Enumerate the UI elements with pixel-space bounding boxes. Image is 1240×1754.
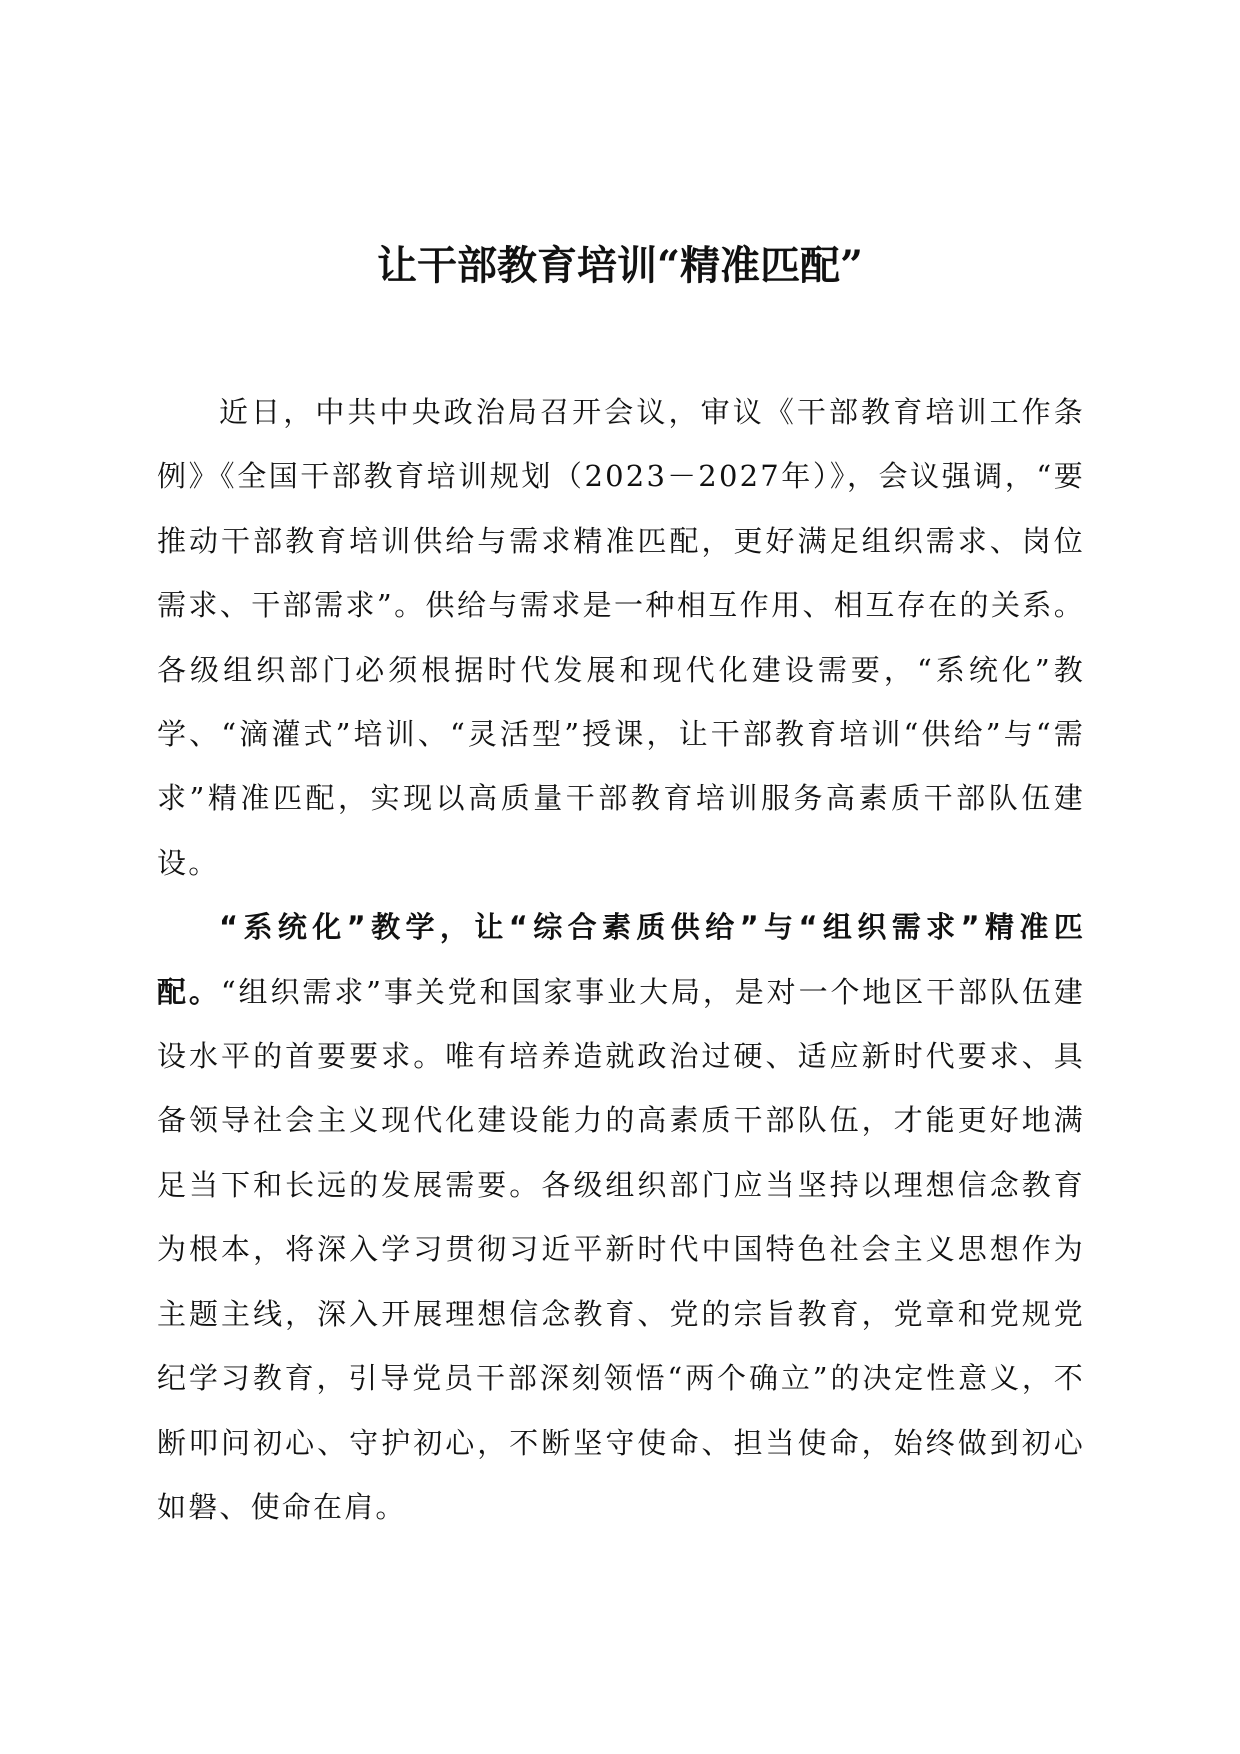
page-title: 让干部教育培训“精准匹配” [376,242,863,289]
paragraph-systematic-teaching [157,895,1085,1539]
paragraph-text: “组织需求”事关党和国家事业大局，是对一个地区干部队伍建设水平的首要要求。唯有培养造就政治过硬、适应新时代要求、具备领导社会主义现代化建设能力的高素质干部队伍，才能更好地满足当下和长远的发展需要。各级组织部门应当坚持以理想信念教育为根本，将深入学习贯彻习近平新时代中国特色社会主义思想作为主题主线，深入开展理想信念教育、党的宗旨教育，党章和党规党纪学习教育，引导党员干部深刻领悟“两个确立”的决定性意义，不断叩问初心、守护初心，不断坚守使命、担当使命，始终做到初心如磐、使命在肩。 [157,974,1085,1524]
paragraph-text: 近日，中共中央政治局召开会议，审议《干部教育培训工作条例》《全国干部教育培训规划（2023－2027年）》，会议强调，“要推动干部教育培训供给与需求精准匹配，更好满足组织需求、岗位需求、干部需求”。供给与需求是一种相互作用、相互存在的关系。各级组织部门必须根据时代发展和现代化建设需要，“系统化”教学、“滴灌式”培训、“灵活型”授课，让干部教育培训“供给”与“需求”精准匹配，实现以高质量干部教育培训服务高素质干部队伍建设。 [157,395,1085,880]
paragraph-lead-heading: “系统化”教学，让“综合素质供给”与“组织需求”精准匹配。 [157,910,1085,1009]
paragraph-intro [157,380,1085,895]
article-body [157,380,1085,1539]
